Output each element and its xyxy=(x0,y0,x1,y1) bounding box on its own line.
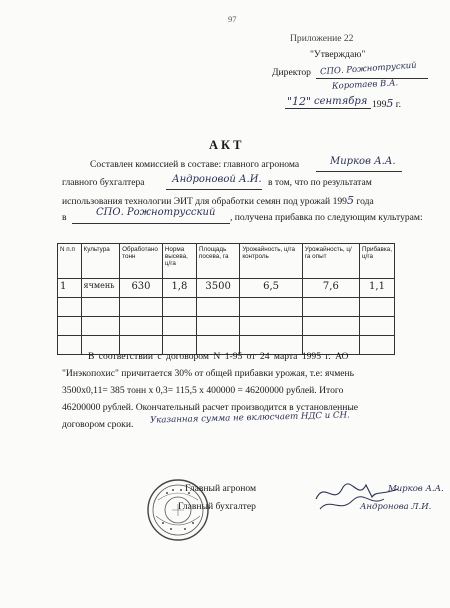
table-cell xyxy=(240,298,302,317)
col-header-gain: Прибавка, ц/га xyxy=(360,244,395,279)
table-cell: 7,6 xyxy=(302,279,359,298)
farm-line xyxy=(72,223,230,224)
table-cell: 1,8 xyxy=(162,279,196,298)
date-month: сентября xyxy=(314,96,368,107)
harvest-year-digit: 5 xyxy=(346,194,354,207)
body-line-4-b: , получена прибавка по следующим культурам: xyxy=(230,212,423,223)
farm-name-handwritten: СПО. Рожнотрусский xyxy=(96,207,216,218)
table-cell xyxy=(240,317,302,336)
table-cell: 1,1 xyxy=(360,279,395,298)
table-cell xyxy=(196,298,239,317)
director-name: Коротаев В.А. xyxy=(331,78,399,92)
accountant-signature-label: Главный бухгалтер xyxy=(178,501,256,512)
crop-table xyxy=(57,243,395,355)
contract-line-5: договором сроки. xyxy=(62,419,134,430)
body-line-3-suffix: года xyxy=(356,196,374,207)
table-row xyxy=(58,317,395,336)
date-year-digit: 5 xyxy=(386,97,394,110)
approve-label: "Утверждаю" xyxy=(310,49,366,60)
date-day: "12" xyxy=(287,95,312,108)
date-line xyxy=(285,108,371,109)
contract-line-3: 3500х0,11= 385 тонн х 0,3= 115,5 х 400000 = 46200000 рублей. Итого xyxy=(62,385,344,396)
contract-line-2: "Инэкопохис" причитается 30% от общей прибавки урожая, т.е: ячмень xyxy=(62,368,355,379)
body-line-3-text: использования технологии ЭИТ для обработки семян под урожай 199 xyxy=(62,196,347,207)
col-header-area: Площадь посева, га xyxy=(196,244,239,279)
col-header-processed: Обработано тонн xyxy=(120,244,163,279)
body-line-2-a: главного бухгалтера xyxy=(62,177,145,188)
table-cell xyxy=(162,298,196,317)
agronomist-signature-name: Мирков А.А. xyxy=(388,484,444,494)
table-cell xyxy=(58,298,82,317)
accountant-name-handwritten: Андроновой А.И. xyxy=(172,174,262,185)
col-header-seeding-rate: Норма высева, ц/га xyxy=(162,244,196,279)
col-header-yield-trial: Урожайность, ц/га опыт xyxy=(302,244,359,279)
table-cell xyxy=(58,336,82,355)
body-line-1 xyxy=(90,159,299,170)
table-cell: 1 xyxy=(58,279,82,298)
table-cell: 3500 xyxy=(196,279,239,298)
page-number: 97 xyxy=(228,14,237,24)
table-cell: 630 xyxy=(120,279,163,298)
agronomist-line xyxy=(316,171,402,172)
table-cell: ячмень xyxy=(81,279,120,298)
table-cell xyxy=(360,317,395,336)
document-title: АКТ xyxy=(209,138,245,152)
contract-line-1: В соответствии с договором N 1-95 от 24 марта 1995 г. АО xyxy=(88,351,349,362)
table-cell xyxy=(302,298,359,317)
table-cell xyxy=(81,298,120,317)
agronomist-name-handwritten: Мирков А.А. xyxy=(330,156,396,167)
director-label: Директор xyxy=(272,67,311,78)
table-cell: 6,5 xyxy=(240,279,302,298)
table-header-row xyxy=(58,244,395,279)
table-cell xyxy=(196,317,239,336)
date-year-prefix: 199 xyxy=(372,99,387,110)
body-line-1-text: Составлен комиссией в составе: главного агронома xyxy=(90,159,300,170)
agronomist-signature-label: Главный агроном xyxy=(185,483,257,494)
body-line-3 xyxy=(62,194,374,207)
table-cell xyxy=(120,317,163,336)
table-cell xyxy=(81,317,120,336)
table-cell xyxy=(360,336,395,355)
table-cell xyxy=(120,298,163,317)
director-org: СПО. Рожнотруский xyxy=(319,60,417,78)
date-year xyxy=(372,97,401,110)
table-row xyxy=(58,279,395,298)
col-header-crop: Культура xyxy=(81,244,120,279)
appendix-label: Приложение 22 xyxy=(290,33,354,44)
body-line-4-a: в xyxy=(62,212,67,223)
col-header-yield-control: Урожайность, ц/га контроль xyxy=(240,244,302,279)
table-cell xyxy=(58,317,82,336)
body-line-2-b: в том, что по результатам xyxy=(268,177,372,188)
table-cell xyxy=(162,317,196,336)
table-row xyxy=(58,298,395,317)
vat-note-handwritten: Указанная сумма не вклюсчает НДС и СН. xyxy=(149,410,350,426)
accountant-signature-name: Андронова Л.И. xyxy=(360,502,432,512)
table-cell xyxy=(360,298,395,317)
date-suffix: г. xyxy=(395,99,402,110)
contract-line-4: 46200000 рублей. Окончательный расчет производится в установленные xyxy=(62,402,359,413)
accountant-line xyxy=(166,189,262,190)
col-header-number: N п.п xyxy=(58,244,82,279)
table-cell xyxy=(302,317,359,336)
